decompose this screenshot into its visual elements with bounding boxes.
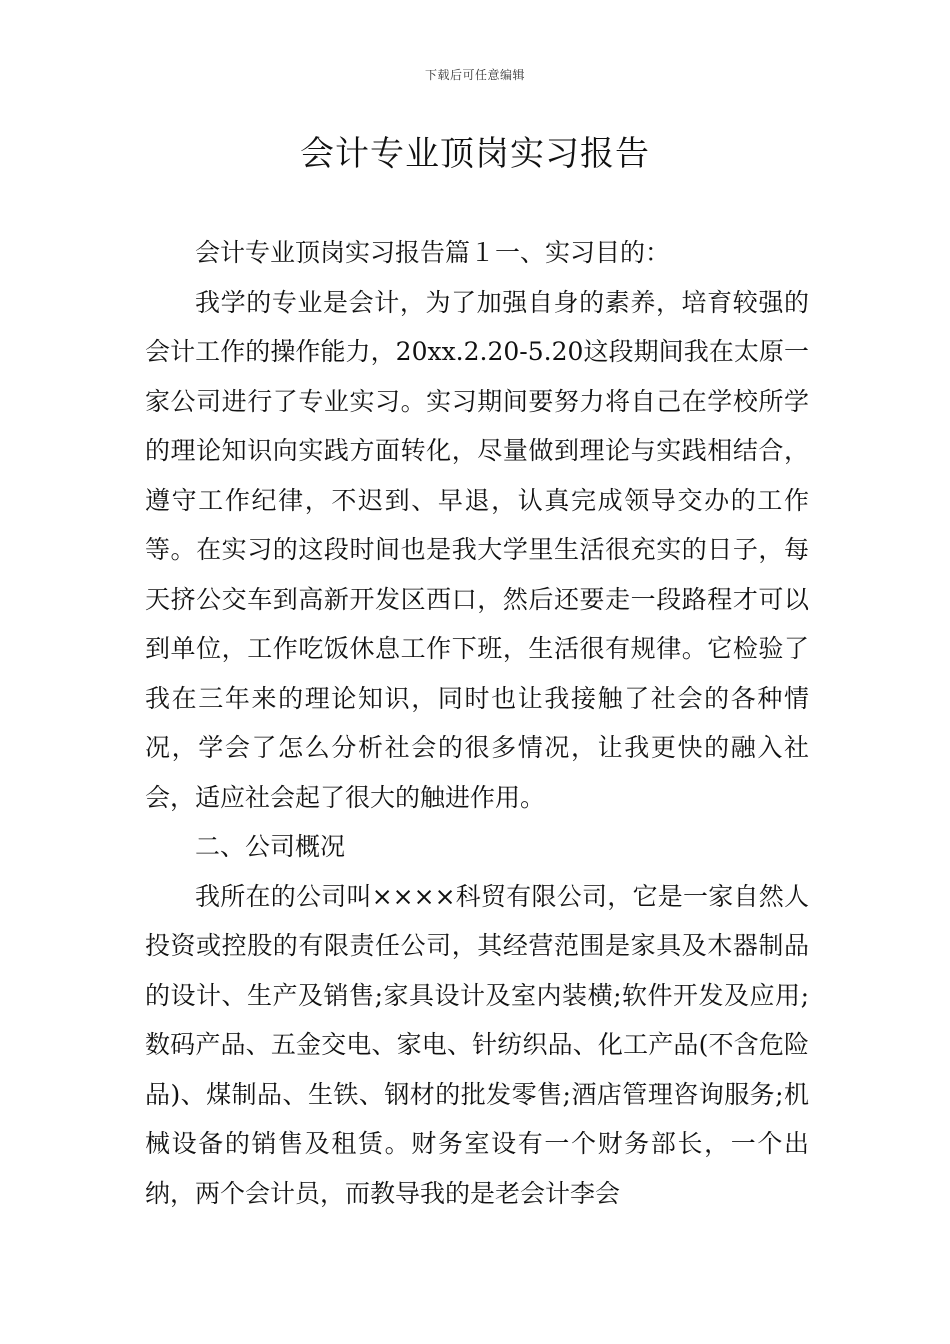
paragraph-purpose: 我学的专业是会计，为了加强自身的素养，培育较强的会计工作的操作能力，20xx.2.20-5.20这段期间我在太原一家公司进行了专业实习。实习期间要努力将自己在学校所学的理论知识向实践方面转化，尽量做到理论与实践相结合，遵守工作纪律，不迟到、早退，认真完成领导交办的工作等。在实习的这段时间也是我大学里生活很充实的日子，每天挤公交车到高新开发区西口，然后还要走一段路程才可以到单位，工作吃饭休息工作下班，生活很有规律。它检验了我在三年来的理论知识，同时也让我接触了社会的各种情况，学会了怎么分析社会的很多情况，让我更快的融入社会，适应社会起了很大的触进作用。 (145, 287, 809, 812)
document-body (145, 228, 809, 1218)
document-title: 会计专业顶岗实习报告 (300, 134, 650, 174)
paragraph-section-heading: 二、公司概况 (195, 832, 346, 861)
paragraph-intro-heading: 会计专业顶岗实习报告篇１一、实习目的： (195, 238, 671, 267)
header-note: 下载后可任意编辑 (424, 68, 525, 82)
paragraph-company-overview: 我所在的公司叫××××科贸有限公司，它是一家自然人投资或控股的有限责任公司，其经营范围是家具及木器制品的设计、生产及销售;家具设计及室内装横;软件开发及应用;数码产品、五金交电、家电、针纺织品、化工产品(不含危险品)、煤制品、生铁、钢材的批发零售;酒店管理咨询服务;机械设备的销售及租赁。财务室设有一个财务部长，一个出纳，两个会计员，而教导我的是老会计李会 (145, 881, 809, 1208)
